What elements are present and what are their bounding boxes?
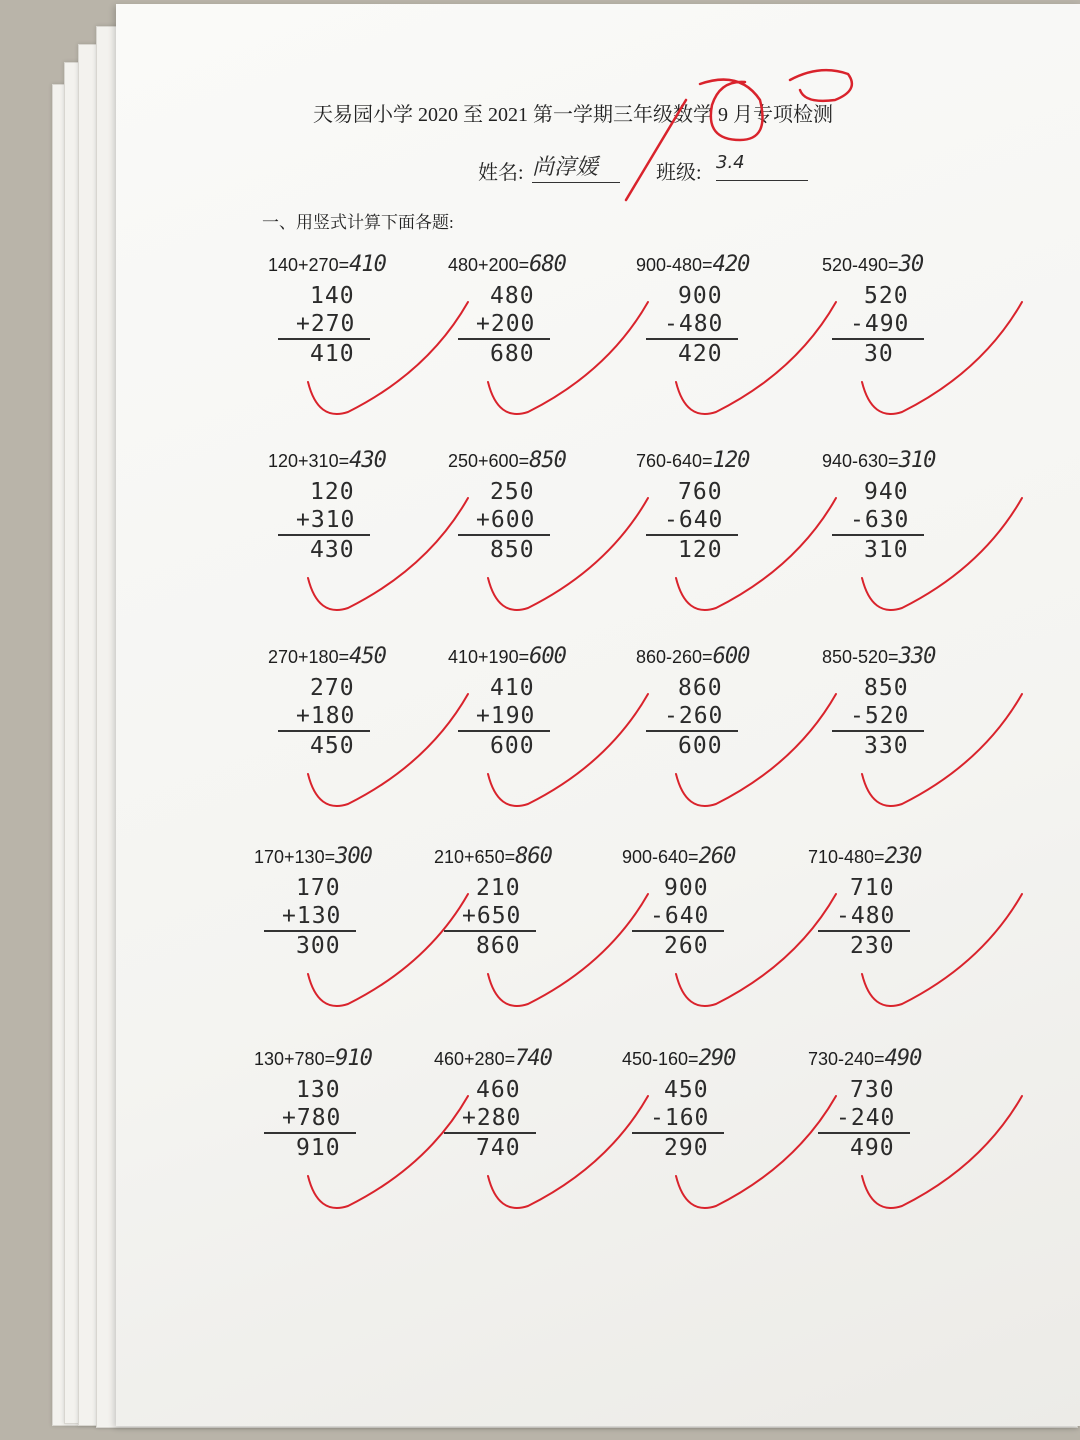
second-operand: +200 xyxy=(476,311,536,337)
problem-item xyxy=(434,844,634,1004)
top-operand: 900 xyxy=(664,875,709,901)
vertical-calculation xyxy=(836,874,910,960)
problem-item xyxy=(636,252,836,412)
vertical-calculation xyxy=(462,1076,536,1162)
result: 600 xyxy=(678,733,723,759)
vertical-calculation xyxy=(664,282,738,368)
handwritten-answer: 910 xyxy=(335,1046,372,1071)
handwritten-answer: 120 xyxy=(712,448,750,473)
handwritten-answer: 230 xyxy=(884,844,922,869)
vertical-calculation xyxy=(282,1076,356,1162)
problem-item xyxy=(636,448,836,608)
handwritten-answer: 740 xyxy=(515,1046,552,1071)
top-operand: 120 xyxy=(310,479,355,505)
second-operand: -240 xyxy=(836,1105,896,1131)
second-operand: +190 xyxy=(476,703,536,729)
vertical-calculation xyxy=(476,674,550,760)
result: 850 xyxy=(490,537,535,563)
problem-expression xyxy=(808,1046,921,1071)
second-operand: +780 xyxy=(282,1105,342,1131)
problem-expression xyxy=(448,252,566,277)
class-label: 班级: xyxy=(656,162,702,184)
result: 120 xyxy=(678,537,723,563)
result: 230 xyxy=(850,933,895,959)
handwritten-answer: 410 xyxy=(349,252,386,277)
section-heading: 一、用竖式计算下面各题: xyxy=(262,213,454,232)
problem-expression xyxy=(822,644,935,669)
expression-text: 860-260= xyxy=(636,647,713,667)
vertical-calculation xyxy=(282,874,356,960)
problem-item xyxy=(622,844,822,1004)
top-operand: 520 xyxy=(864,283,909,309)
top-operand: 760 xyxy=(678,479,723,505)
problem-expression xyxy=(636,644,749,669)
expression-text: 900-640= xyxy=(622,847,699,867)
top-operand: 250 xyxy=(490,479,535,505)
top-operand: 410 xyxy=(490,675,535,701)
result: 260 xyxy=(664,933,709,959)
handwritten-answer: 490 xyxy=(884,1046,922,1071)
vertical-calculation xyxy=(850,478,924,564)
handwritten-answer: 330 xyxy=(898,644,936,669)
expression-text: 940-630= xyxy=(822,451,899,471)
problem-item xyxy=(448,644,648,804)
top-operand: 270 xyxy=(310,675,355,701)
result: 420 xyxy=(678,341,723,367)
second-operand: +130 xyxy=(282,903,342,929)
top-operand: 480 xyxy=(490,283,535,309)
second-operand: +310 xyxy=(296,507,356,533)
top-operand: 730 xyxy=(850,1077,895,1103)
expression-text: 730-240= xyxy=(808,1049,885,1069)
problem-expression xyxy=(268,252,386,277)
top-operand: 860 xyxy=(678,675,723,701)
expression-text: 710-480= xyxy=(808,847,885,867)
handwritten-answer: 260 xyxy=(698,844,736,869)
second-operand: -480 xyxy=(836,903,896,929)
second-operand: -520 xyxy=(850,703,910,729)
expression-text: 460+280= xyxy=(434,1049,516,1069)
problem-expression xyxy=(622,844,735,869)
result: 410 xyxy=(310,341,355,367)
top-operand: 170 xyxy=(296,875,341,901)
problem-expression xyxy=(254,844,372,869)
vertical-calculation xyxy=(296,478,370,564)
problem-expression xyxy=(822,448,935,473)
second-operand: +180 xyxy=(296,703,356,729)
vertical-calculation xyxy=(296,282,370,368)
expression-text: 250+600= xyxy=(448,451,530,471)
vertical-calculation xyxy=(476,282,550,368)
handwritten-answer: 860 xyxy=(515,844,552,869)
problem-expression xyxy=(636,252,749,277)
result: 860 xyxy=(476,933,521,959)
second-operand: -260 xyxy=(664,703,724,729)
vertical-calculation xyxy=(296,674,370,760)
top-operand: 450 xyxy=(664,1077,709,1103)
class-value: 3.4 xyxy=(716,152,808,181)
problem-item xyxy=(268,252,468,412)
problem-expression xyxy=(448,448,566,473)
result: 300 xyxy=(296,933,341,959)
top-operand: 140 xyxy=(310,283,355,309)
problem-expression xyxy=(622,1046,735,1071)
problem-item xyxy=(822,448,1022,608)
name-label: 姓名: xyxy=(478,162,524,184)
problem-item xyxy=(268,448,468,608)
second-operand: +270 xyxy=(296,311,356,337)
problem-item xyxy=(622,1046,822,1206)
problem-expression xyxy=(254,1046,372,1071)
result: 680 xyxy=(490,341,535,367)
handwritten-answer: 310 xyxy=(898,448,936,473)
handwritten-answer: 30 xyxy=(898,252,924,277)
second-operand: -490 xyxy=(850,311,910,337)
expression-text: 120+310= xyxy=(268,451,350,471)
handwritten-answer: 600 xyxy=(529,644,566,669)
top-operand: 130 xyxy=(296,1077,341,1103)
problem-expression xyxy=(434,844,552,869)
expression-text: 480+200= xyxy=(448,255,530,275)
second-operand: -630 xyxy=(850,507,910,533)
problem-item xyxy=(636,644,836,804)
vertical-calculation xyxy=(476,478,550,564)
expression-text: 900-480= xyxy=(636,255,713,275)
vertical-calculation xyxy=(850,674,924,760)
problem-item xyxy=(822,644,1022,804)
top-operand: 850 xyxy=(864,675,909,701)
problem-item xyxy=(254,1046,454,1206)
problem-item xyxy=(268,644,468,804)
problem-item xyxy=(822,252,1022,412)
problem-item xyxy=(448,252,648,412)
top-operand: 710 xyxy=(850,875,895,901)
second-operand: -640 xyxy=(664,507,724,533)
result: 290 xyxy=(664,1135,709,1161)
expression-text: 140+270= xyxy=(268,255,350,275)
vertical-calculation xyxy=(664,674,738,760)
top-operand: 460 xyxy=(476,1077,521,1103)
expression-text: 760-640= xyxy=(636,451,713,471)
problem-item xyxy=(808,1046,1008,1206)
vertical-calculation xyxy=(650,874,724,960)
worksheet-title: 天易园小学 2020 至 2021 第一学期三年级数学 9 月专项检测 xyxy=(313,104,833,126)
result: 310 xyxy=(864,537,909,563)
expression-text: 850-520= xyxy=(822,647,899,667)
result: 450 xyxy=(310,733,355,759)
result: 600 xyxy=(490,733,535,759)
top-operand: 210 xyxy=(476,875,521,901)
problem-item xyxy=(448,448,648,608)
expression-text: 270+180= xyxy=(268,647,350,667)
problem-expression xyxy=(448,644,566,669)
vertical-calculation xyxy=(462,874,536,960)
problem-item xyxy=(434,1046,634,1206)
problem-expression xyxy=(808,844,921,869)
handwritten-answer: 450 xyxy=(349,644,386,669)
vertical-calculation xyxy=(850,282,924,368)
second-operand: +280 xyxy=(462,1105,522,1131)
problem-expression xyxy=(268,448,386,473)
handwritten-answer: 290 xyxy=(698,1046,736,1071)
vertical-calculation xyxy=(650,1076,724,1162)
expression-text: 410+190= xyxy=(448,647,530,667)
student-name: 尚淳媛 xyxy=(532,150,620,183)
problem-item xyxy=(254,844,454,1004)
handwritten-answer: 300 xyxy=(335,844,372,869)
handwritten-answer: 420 xyxy=(712,252,750,277)
second-operand: +600 xyxy=(476,507,536,533)
result: 430 xyxy=(310,537,355,563)
expression-text: 170+130= xyxy=(254,847,336,867)
vertical-calculation xyxy=(664,478,738,564)
handwritten-answer: 430 xyxy=(349,448,386,473)
problem-expression xyxy=(822,252,923,277)
second-operand: -640 xyxy=(650,903,710,929)
second-operand: +650 xyxy=(462,903,522,929)
expression-text: 210+650= xyxy=(434,847,516,867)
result: 740 xyxy=(476,1135,521,1161)
expression-text: 520-490= xyxy=(822,255,899,275)
problem-expression xyxy=(268,644,386,669)
expression-text: 450-160= xyxy=(622,1049,699,1069)
top-operand: 900 xyxy=(678,283,723,309)
top-operand: 940 xyxy=(864,479,909,505)
result: 330 xyxy=(864,733,909,759)
problem-expression xyxy=(636,448,749,473)
handwritten-answer: 600 xyxy=(712,644,750,669)
handwritten-answer: 680 xyxy=(529,252,566,277)
result: 910 xyxy=(296,1135,341,1161)
result: 30 xyxy=(864,341,894,367)
problem-item xyxy=(808,844,1008,1004)
expression-text: 130+780= xyxy=(254,1049,336,1069)
second-operand: -480 xyxy=(664,311,724,337)
problem-expression xyxy=(434,1046,552,1071)
handwritten-answer: 850 xyxy=(529,448,566,473)
vertical-calculation xyxy=(836,1076,910,1162)
second-operand: -160 xyxy=(650,1105,710,1131)
result: 490 xyxy=(850,1135,895,1161)
